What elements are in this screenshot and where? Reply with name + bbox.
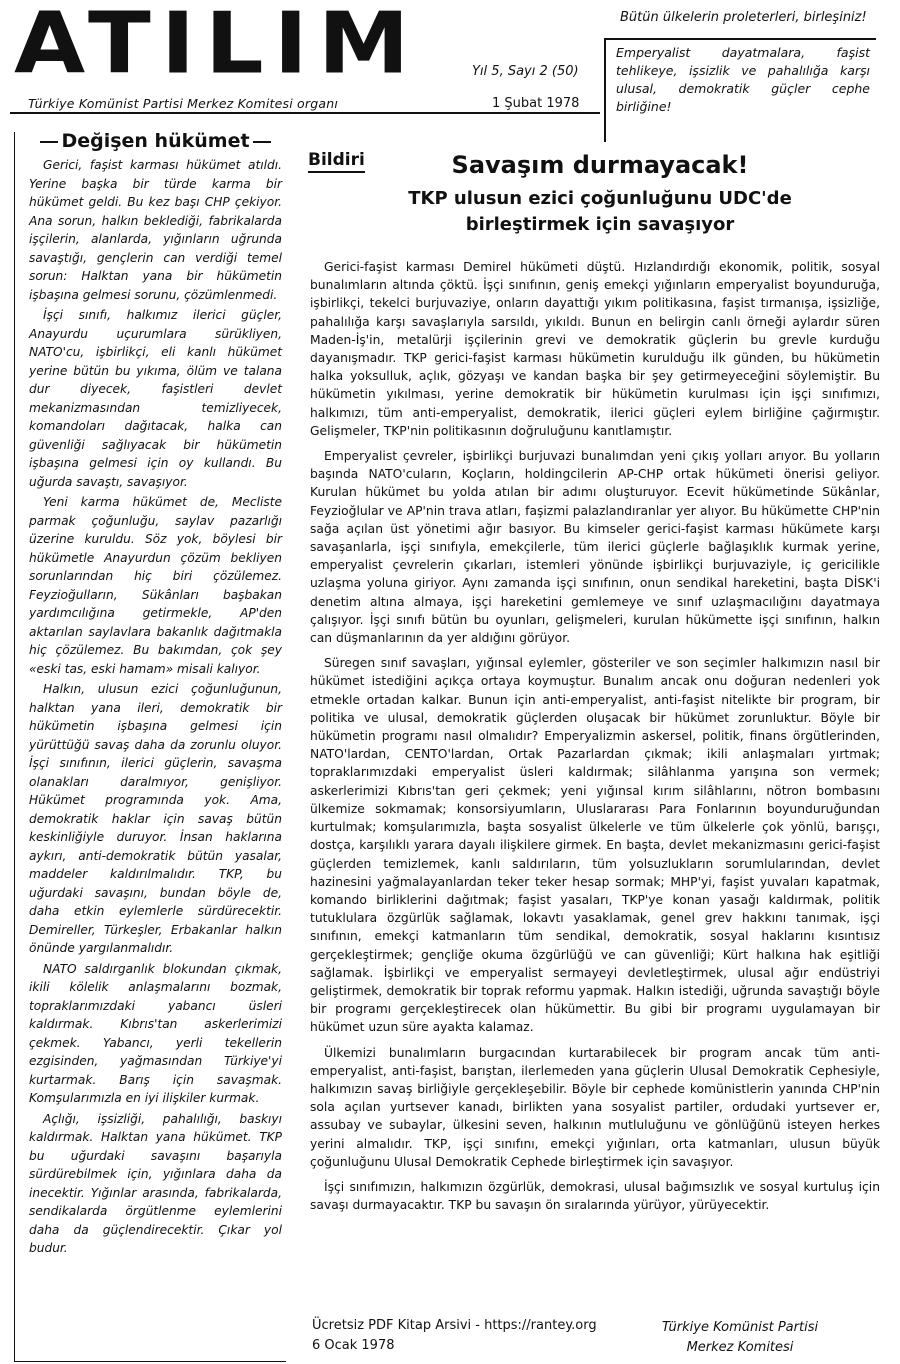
source-note: Ücretsiz PDF Kitap Arsivi - https://rantey.org bbox=[312, 1318, 597, 1333]
article-body bbox=[310, 258, 880, 1221]
statement-date: 6 Ocak 1978 bbox=[312, 1338, 395, 1353]
masthead-rule bbox=[10, 112, 600, 114]
issue-date: 1 Şubat 1978 bbox=[492, 96, 580, 111]
left-paragraph: NATO saldırganlık blokundan çıkmak, ikili kölelik anlaşmalarını bozmak, topraklarımızdaki yabancı üsleri kaldırmak. Kıbrıs'tan askerlerimizi çekmek. Yabancı, yerli tekellerin ezgisinden, yağmasından Türkiye'yi kurtarmak. Barış için savaşmak. Komşularımızla en iyi ilişkiler kurmak. bbox=[29, 961, 282, 1105]
slogan: Bütün ülkelerin proleterleri, birleşiniz! bbox=[620, 10, 867, 25]
section-label: Bildiri bbox=[308, 150, 365, 173]
issue-number: Yıl 5, Sayı 2 (50) bbox=[472, 64, 579, 79]
article-paragraph: Ülkemizi bunalımların burgacından kurtarabilecek bir program ancak tüm anti-emperyalist, anti-faşist, barıştan, ilerlemeden yana güçlerin Ulusal Demokratik Cephesiyle, halkımızın savaş birliğiyle gerçekleşebilir. Böyle bir cephede komünistlerin yanında CHP'nin sola açılan yurtsever kanadı, birlikten yana sosyalist partiler, ordudaki yurtsever er, assubay ve subaylar, ülkesini seven, halkının mutluluğunu ve gönlüğünü isteyen herkes yerini almalıdır. TKP, işçi sınıfını, emekçi yığınları, orta katmanları, ulusun büyük çoğunluğunu Ulusal Demokratik Cephede birleştirmek için savaşıyor. bbox=[310, 1045, 880, 1169]
left-paragraph: Yeni karma hükümet de, Mecliste parmak çoğunluğu, saylav pazarlığı üzerine kuruldu. Söz yok, böylesi bir hükümetle Anayurdun çözüm bekliyen sorunlarından hiç biri çözülemez. Feyzioğulların, Sükânları başbakan yardımcılığına getirmekle, AP'den aktarılan saylavlara bakanlık dağıtmakla hiç çözülemez. Bu bakımdan, çok şey «eski tas, eski hamam» misali kalıyor. bbox=[29, 495, 282, 676]
organ-line: Türkiye Komünist Partisi Merkez Komitesi organı bbox=[28, 96, 339, 111]
left-column-heading bbox=[29, 130, 282, 152]
article-subtitle bbox=[300, 186, 900, 238]
newspaper-logo: ATILIM bbox=[14, 0, 420, 93]
left-column-title: Değişen hükümet bbox=[61, 130, 250, 152]
subtitle-line: birleştirmek için savaşıyor bbox=[465, 214, 735, 235]
signature-line: Merkez Komitesi bbox=[686, 1340, 794, 1355]
article-paragraph: İşçi sınıfımızın, halkımızın özgürlük, demokrasi, ulusal bağımsızlık ve sosyal kurtuluş için savaşı durmayacaktır. TKP bu savaşın ön sıralarında yürüyor, yürüyecektir. bbox=[310, 1179, 880, 1213]
article-paragraph: Gerici-faşist karması Demirel hükümeti düştü. Hızlandırdığı ekonomik, politik, sosyal bunalımların altında çöktü. İşçi sınıfının, geniş emekçi yığınların emperyalist boyunduruğa, işbirlikçi, tekelci burjuvaziye, onların dayattığı yıkım politikasına, faşist tırmanışa, işsizliğe, pahalılığa karşı savaşlarıyla sarsıldı, yıkıldı. Bunun en belirgin canlı örneği aylardır süren Maden-İş'in, metalürji işçilerinin grevi ve demokratik güçlerin bu grevle kurduğu dayanışmadır. TKP gerici-faşist karması hükümetin kurulduğu ilk günden, bu hükümetin halka yoksulluk, açlık, gözyaşı ve kandan başka bir şey getirmeyeceğini söylemiştir. Bu hükümetin yıkılması, yerine demokratik bir hükümetin kurulması için işçi sınıfımızı, halkımızı, tüm anti-emperyalist, demokratik, ilerici güçleri eylem birliğine çağırmıştır. Gelişmeler, TKP'nin politikasının doğruluğunu kanıtlamıştır. bbox=[310, 260, 880, 438]
left-paragraph: Açlığı, işsizliği, pahalılığı, baskıyı kaldırmak. Halktan yana hükümet. TKP bu uğurdaki savaşını başarıyla sürdürebilmek için, yığınlara daha da inecektir. Yığınlar arasında, fabrikalarda, sendikalarda örgütlenme eylemlerini daha da güçlendirecektir. Çıkar yol budur. bbox=[29, 1111, 282, 1255]
left-column bbox=[14, 132, 286, 1362]
left-paragraph: Halkın, ulusun ezici çoğunluğunun, halktan yana ileri, demokratik bir hükümetin işbaşına gelmesi için yürüttüğü savaş daha da zorunlu oluyor. İşçi sınıfının, ilerici güçlerin, savaşma olanakları daralmıyor, genişliyor. Hükümet programında yok. Ama, demokratik haklar için savaş bütün keskinliğiyle duruyor. İnsan haklarına aykırı, anti-demokratik bütün yasalar, maddeler kaldırılmalıdır. TKP, bu uğurdaki savaşını, bundan böyle de, daha etkin eylemlerle sürdürecektir. Demireller, Türkeşler, Erbakanlar halkın önünde yargılanmalıdır. bbox=[29, 682, 282, 955]
article-paragraph: Süregen sınıf savaşları, yığınsal eylemler, gösteriler ve son seçimler halkımızın nasıl bir hükümet istediğini açıkça ortaya koymuştur. Bunalım ancak onu doğuran nedenleri yok etmekle ortadan kalkar. Bunun için anti-emperyalist, anti-faşist nitelikte bir program, bir politika ve ulusal, demokratik güçlerden oluşacak bir hükümet zorunluktur. Böyle bir hükümetin programı nasıl olmalıdır? Emperyalizmin askersel, politik, finans örgütlerinden, NATO'lardan, CENTO'lardan, Ortak Pazarlardan çıkmak; ikili anlaşmaları yırtmak; topraklarımızdaki emperyalist üsleri kaldırmak; silâhlanma yarışına son vermek; askerlerimizi Kıbrıs'tan geri çekmek; yeni yığınsal kırım silâhlarını, nötron bombasını ülkemize sokmamak; konsorsiyumların, Uluslararası Para Fonlarının boyunduruğundan kurtulmak; komşularımızla, başta sosyalist ülkelerle ve tüm ülkelerle çok yönlü, barışçı, dostça, karşılıklı yarara dayalı ilişkilere girmek. En başta, devlet mekanizmasını gerici-faşist güçlerden temizlemek, kanlı saldırıların, tüm yolsuzlukların sorumlularından, devlet hazinesini yağmalayanlardan teker teker hesap sormak; MHP'yi, faşist yuvaları kapatmak, komando birliklerini dağıtmak; faşist yasaları, TKP'ye konan yasağı kaldırmak, politik tutuklulara özgürlük sağlamak, lokavtı yasaklamak, genel grev hakkını tanımak, işçi sınıfının, emekçi katmanların tüm sendikal, demokratik, sosyal haklarını kısıntısız gerçekleştirmek; gençliğe okuma özgürlüğü ve can güvenliği; Kürt halkına hak eşitliği sağlamak. İşbirlikçi ve emperyalist sermayeyi devletleştirmek, ulusal ağır endüstriyi geliştirmek, demokratik bir toprak reformu yapmak. Halkın istediği, uğrunda savaştığı böyle bir programı gerçekleştirecek olan hükümettir. Bu gibi bir programı uygulamayan bir hükümet uzun süre ayakta kalamaz. bbox=[310, 656, 880, 1035]
article-paragraph: Emperyalist çevreler, işbirlikçi burjuvazi bunalımdan yeni çıkış yolları arıyor. Bu yolların başında NATO'cuların, Koçların, holdingcilerin AP-CHP ortak hükümeti önerisi geliyor. Kurulan hükümet bu yolda atılan bir adımı oluşturuyor. Ecevit hükümetinde Sükânlar, Feyzioğlular ve AP'nin trava atları, faşizmi palazlandıranlar yer alıyor. Bu hükümette CHP'nin sağa açılan üst yönetimi ağır basıyor. Bu kimseler gerici-faşist karması hükümete karşı savaşanlarla, işçi sınıfıyla, emekçilerle, tüm ilerici güçlerle bağlaşıklık kurmak yerine, emperyalist çevrelerin çıkarları, istemleri yönünde işbirlikçi burjuvaziyle, iç gericilikle uzlaşma yoluna giriyor. Aynı zamanda işçi sınıfının, onun sendikal hareketini, başta DİSK'i denetim altına almaya, işçi hareketini gemlemeye ve sınıf uzlaşmacılığını dayatmaya çalışıyor. İşçi sınıfı bütün bu oyunları, gelişmeleri, kurulan hükümette işçi sınıfının, halkın can düşmanlarının da yer aldığını görüyor. bbox=[310, 449, 880, 646]
signature-line: Türkiye Komünist Partisi bbox=[661, 1320, 819, 1335]
left-paragraph: Gerici, faşist karması hükümet atıldı. Yerine başka bir türde karma bir hükümet geldi. Bu kez başı CHP çekiyor. Ana sorun, halkın beklediği, fabrikalarda işçilerin, alanlarda, yığınların uğrunda savaştığı, gençlerin can verdiği temel sorun: Halktan yana bir hükümetin işbaşına gelmesi sorunu, çözümlenmedi. bbox=[29, 158, 282, 302]
left-paragraph: İşçi sınıfı, halkımız ilerici güçler, Anayurdu uçurumlara sürükliyen, NATO'cu, işbirlikçi, eli kanlı hükümet yerine bütün bu yıkıma, ölüm ve talana dur diyecek, faşistleri devlet mekanizmasından temizliyecek, komandoları dağıtacak, halka can güvenliği sağlıyacak bir hükümetin işbaşına gelmesi için oy kullandı. Bu uğurda savaştı, savaşıyor. bbox=[29, 308, 282, 489]
subtitle-line: TKP ulusun ezici çoğunluğunu UDC'de bbox=[408, 188, 792, 209]
heading-rule-right bbox=[253, 141, 271, 143]
demands-box: Emperyalist dayatmalara, faşist tehlikeye, işsizlik ve pahalılığa karşı ulusal, demokratik güçler cephe birliğine! bbox=[604, 38, 876, 142]
article-title: Savaşım durmayacak! bbox=[451, 151, 749, 179]
signature bbox=[620, 1318, 860, 1358]
heading-rule-left bbox=[40, 141, 58, 143]
